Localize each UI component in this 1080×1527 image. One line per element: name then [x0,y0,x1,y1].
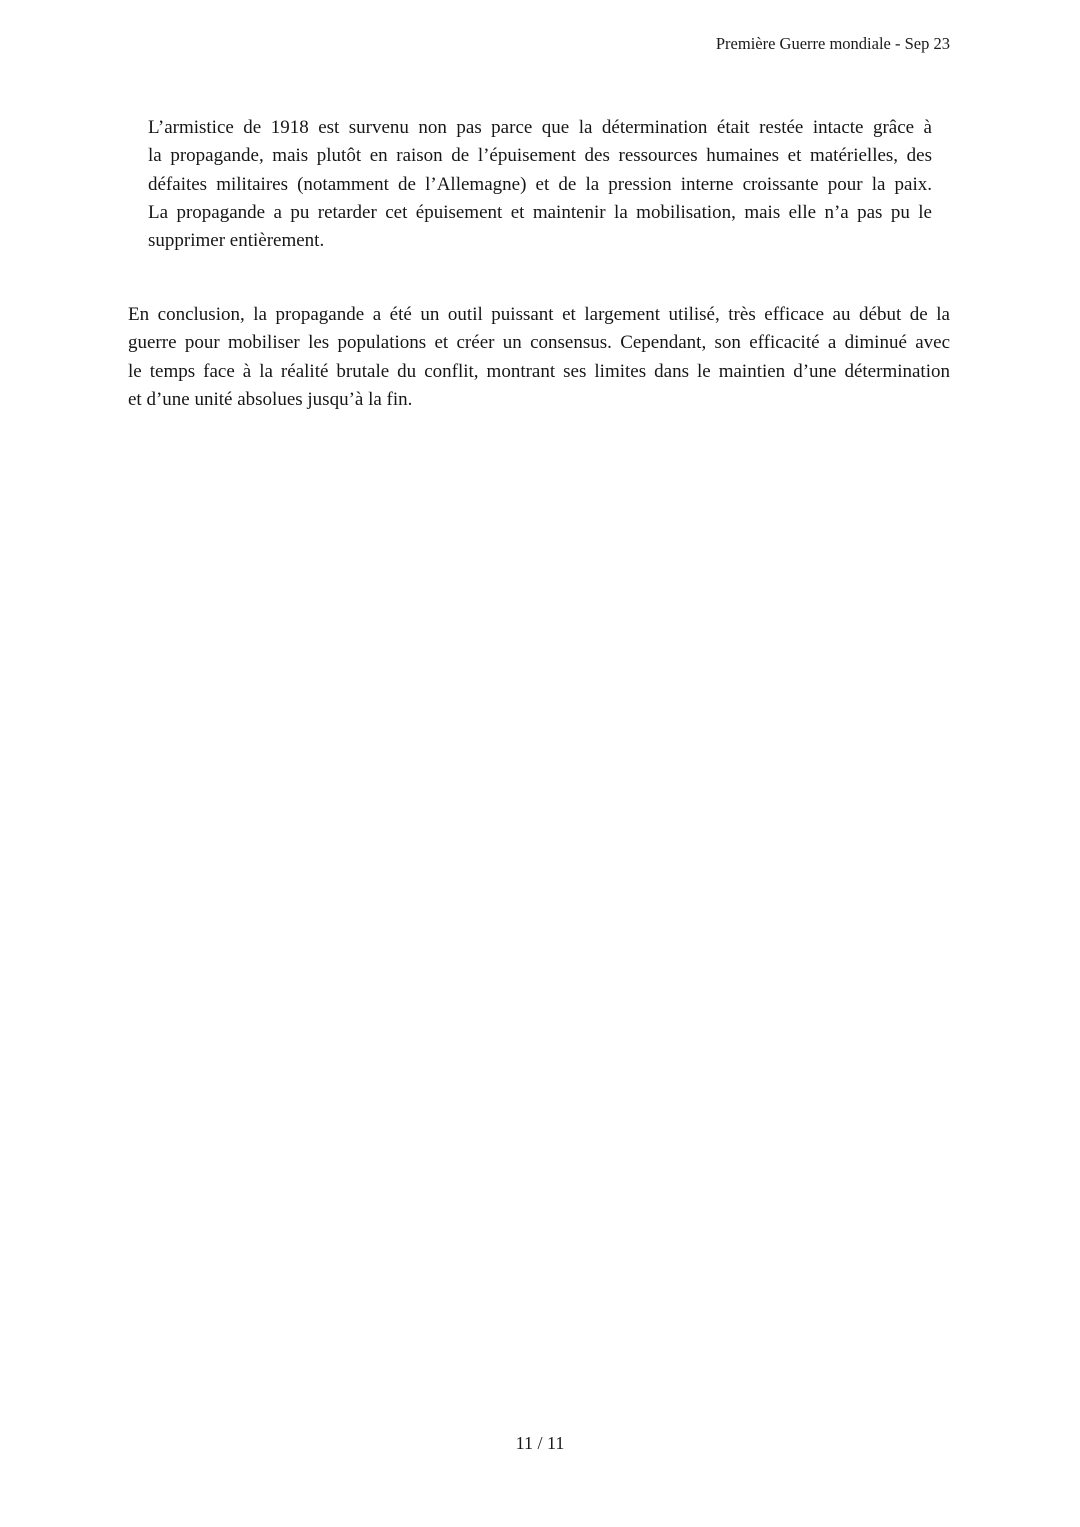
conclusion-paragraph [128,301,950,414]
quote-line: la propagande, mais plutôt en raison de l’épuisement des ressources humaines et matérielles, des [148,145,932,167]
paragraph-line: le temps face à la réalité brutale du conflit, montrant ses limites dans le maintien d’une détermination [128,360,950,382]
quote-line: défaites militaires (notamment de l’Allemagne) et de la pression interne croissante pour la paix. [148,173,932,195]
quote-line: L’armistice de 1918 est survenu non pas parce que la détermination était restée intacte grâce à [148,117,932,138]
paragraph-line: guerre pour mobiliser les populations et créer un consensus. Cependant, son efficacité a diminué avec [128,332,950,354]
quote-line: La propagande a pu retarder cet épuisement et maintenir la mobilisation, mais elle n’a pas pu le [148,201,932,223]
page-header: Première Guerre mondiale - Sep 23 [715,34,950,53]
page-number: 11 / 11 [515,1433,565,1453]
paragraph-line: En conclusion, la propagande a été un outil puissant et largement utilisé, très efficace au début de la [128,304,950,325]
paragraph-line: et d’une unité absolues jusqu’à la fin. [128,388,413,410]
block-quote [148,114,932,255]
quote-line: supprimer entièrement. [148,230,325,252]
